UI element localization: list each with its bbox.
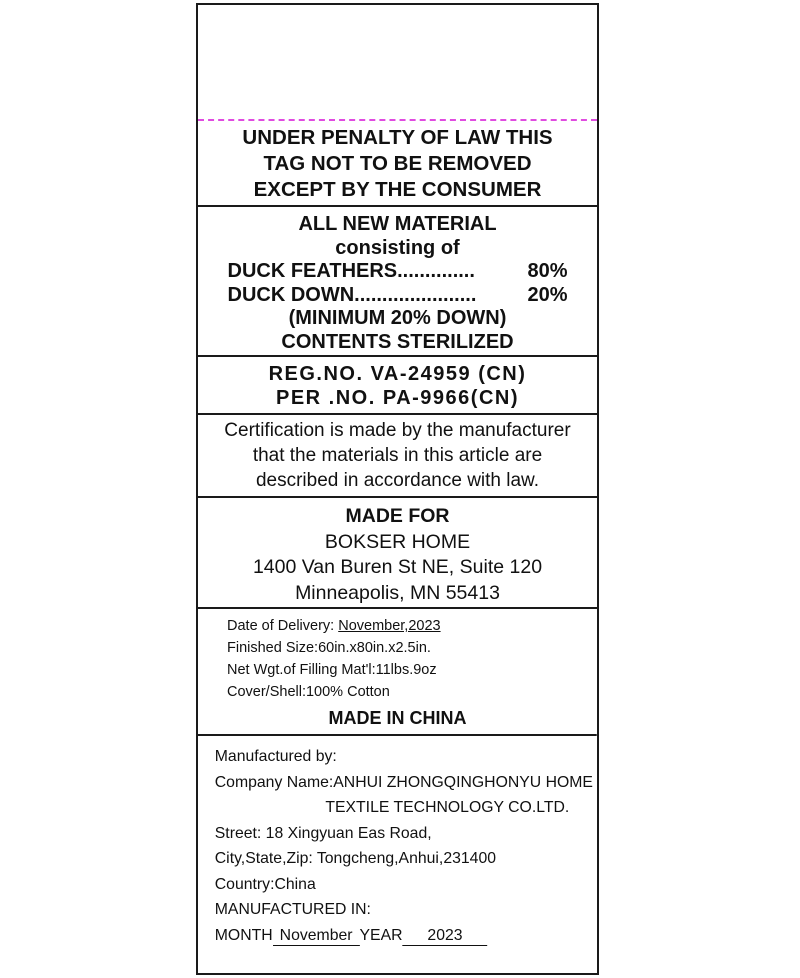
material-row	[228, 260, 568, 284]
manufacturer-section	[198, 734, 597, 973]
per-number: PER .NO. PA-9966(CN)	[275, 387, 519, 409]
fill-weight: Net Wgt.of Filling Mat'l:11lbs.9oz	[227, 662, 437, 678]
manufactured-in: MANUFACTURED IN:	[214, 901, 371, 918]
cert-line: Certification is made by the manufacturer	[224, 420, 571, 441]
company-line	[215, 770, 597, 796]
delivery-value: November,2023	[338, 618, 441, 634]
details-section	[198, 607, 597, 734]
delivery-line	[227, 615, 597, 637]
material-heading: ALL NEW MATERIAL	[298, 213, 497, 235]
year-label: YEAR	[359, 926, 403, 944]
minimum-down-text: (MINIMUM 20% DOWN)	[288, 307, 507, 329]
month-value: November	[273, 927, 360, 946]
cert-line: described in accordance with law.	[255, 470, 540, 491]
law-label-tag	[196, 3, 599, 975]
made-for-section	[198, 496, 597, 607]
cert-line: that the materials in this article are	[252, 445, 543, 466]
material-label: DUCK DOWN......................	[227, 283, 477, 306]
manufactured-by: Manufactured by:	[214, 748, 337, 765]
cut-line	[198, 119, 597, 121]
material-label: DUCK FEATHERS..............	[227, 260, 475, 282]
warning-line: UNDER PENALTY OF LAW THIS	[242, 126, 553, 149]
material-row	[228, 284, 568, 308]
cover-shell: Cover/Shell:100% Cotton	[227, 684, 390, 700]
material-section	[198, 205, 597, 355]
month-label: MONTH	[214, 926, 273, 944]
warning-section	[198, 122, 597, 205]
material-percent: 80%	[527, 260, 568, 282]
sterilized-text: CONTENTS STERILIZED	[281, 330, 514, 353]
consisting-text: consisting of	[335, 236, 460, 259]
country: Country:China	[214, 875, 316, 893]
finished-size: Finished Size:60in.x80in.x2.5in.	[227, 640, 431, 656]
street: Street: 18 Xingyuan Eas Road,	[214, 824, 432, 842]
warning-line: EXCEPT BY THE CONSUMER	[253, 178, 542, 201]
reg-number: REG.NO. VA-24959 (CN)	[268, 363, 527, 385]
made-for-heading: MADE FOR	[345, 505, 450, 527]
made-in-china: MADE IN CHINA	[328, 708, 467, 728]
company-name-cont: TEXTILE TECHNOLOGY CO.LTD.	[325, 799, 570, 816]
company-name: ANHUI ZHONGQINGHONYU HOME	[333, 773, 593, 791]
registration-section	[198, 355, 597, 413]
year-value: 2023	[403, 927, 488, 946]
made-for-city: Minneapolis, MN 55413	[295, 581, 500, 604]
delivery-label: Date of Delivery:	[227, 618, 339, 634]
city-state-zip: City,State,Zip: Tongcheng,Anhui,231400	[214, 850, 497, 867]
company-label: Company Name:	[214, 773, 334, 791]
material-percent: 20%	[527, 283, 568, 306]
warning-line: TAG NOT TO BE REMOVED	[263, 152, 532, 175]
month-year-line	[215, 923, 597, 949]
made-for-name: BOKSER HOME	[324, 530, 471, 553]
made-for-address: 1400 Van Buren St NE, Suite 120	[252, 556, 543, 578]
certification-section	[198, 413, 597, 496]
